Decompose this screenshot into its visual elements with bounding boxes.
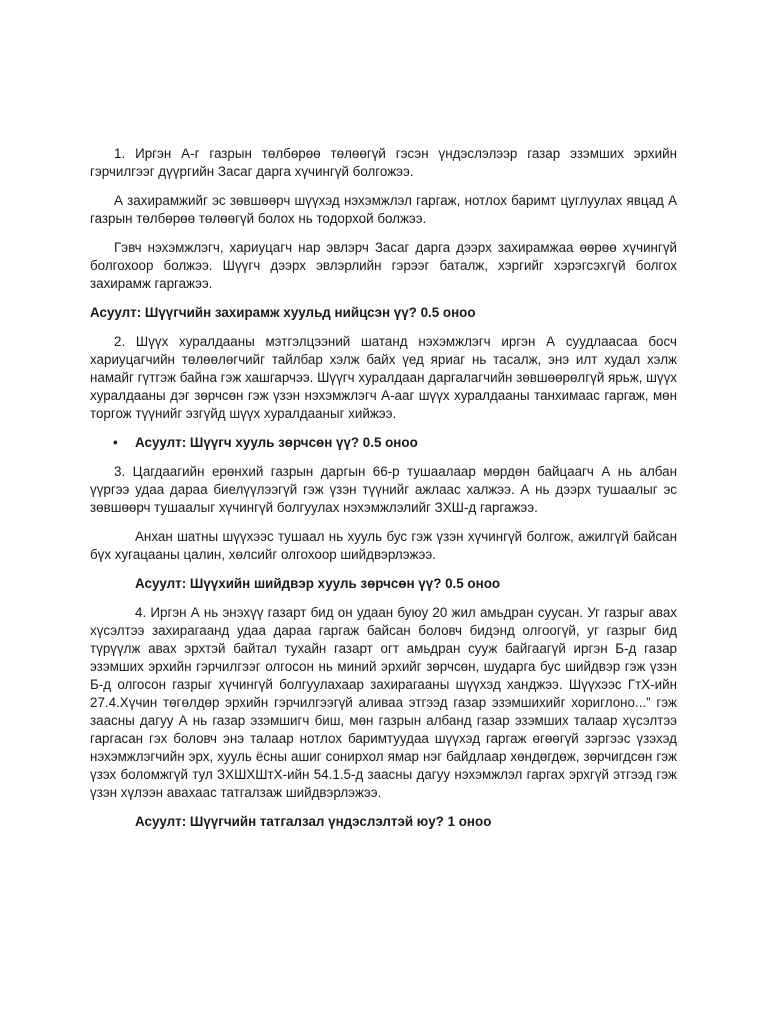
paragraph-case-2: 2. Шүүх хуралдааны мэтгэлцээний шатанд нэхэмжлэгч иргэн А суудлаасаа босч хариуцагчийн төлөөлөгчийг тайлбар хэлж байх үед яриаг нь тасалж, энэ илт худал хэлж намайг гүтгэж байна гэж хашгарчээ. Шүүгч хуралдаан даргалагчийн зөвшөөрөлгүй ярьж, шүүх хуралдааны дэг зөрчсөн гэж үзэн нэхэмжлэгч А-ааг шүүх хуралдааны танхимаас гаргаж, мөн торгож түүнийг эзгүйд шүүх хуралдааныг хийжээ. xyxy=(90,334,677,421)
paragraph-case-1-settlement: Гэвч нэхэмжлэгч, хариуцагч нар эвлэрч Засаг дарга дээрх захирамжаа өөрөө хүчингүй болгохоор болжээ. Шүүгч дээрх эвлэрлийн гэрээг баталж, хэргийг хэрэгсэхгүй болгох захирамж гаргажээ. xyxy=(90,240,677,291)
paragraph-case-1-claim: А захирамжийг эс зөвшөөрч шүүхэд нэхэмжлэл гаргаж, нотлох баримт цуглуулах явцад А газрын төлбөрөө төлөөгүй болох нь тодорхой болжээ. xyxy=(90,193,677,226)
question-2 xyxy=(90,434,677,452)
paragraph-case-4: 4. Иргэн А нь энэхүү газарт бид он удаан буюу 20 жил амьдран суусан. Уг газрыг авах хүсэлтээ захирагаанд удаа дараа гаргаж байсан боловч бидэнд олгоогүй, уг газрыг бид түрүүлж авах эрхтэй байтал тухайн газарт огт амьдран сууж байгаагүй иргэн Б-д газар эзэмших эрхийн гэрчилгээг олгосон нь миний эрхийг зөрчсөн, шударга бус шийдвэр гэж үзэн Б-д олгосон газрыг хүчингүй болгуулахаар захирагааны шүүхэд ханджээ. Шүүхээс ГтХ-ийн 27.4.Хүчин төгөлдөр эрхийн гэрчилгээгүй аливаа этгээд газар эзэмшихийг хориглоно...” гэж заасны дагуу А нь газар эзэмшигч биш, мөн газрын албанд газар эзэмших талаар хүсэлтээ гаргасан гэх боловч энэ талаар нотлох баримтуудаа шүүхэд гаргаж өгөөгүй зэргээс үзэхэд нэхэмжлэгчийн эрх, хууль ёсны ашиг сонирхол ямар нэг байдлаар хөндөгдөж, зөрчигдсөн гэж үзэх боломжгүй тул ЗХШХШтХ-ийн 54.1.5-д заасны дагуу нэхэмжлэл гаргах эрхгүй этгээд гэж үзэн хүлээн авахаас татгалзаж шийдвэрлэжээ. xyxy=(90,605,677,800)
document-page xyxy=(90,145,677,842)
paragraph-case-3: 3. Цагдаагийн ерөнхий газрын даргын 66-р тушаалаар мөрдөн байцаагч А нь албан үүргээ удаа дараа биелүүлээгүй гэж үзэн түүнийг ажлаас халжээ. А нь дээрх тушаалыг эс зөвшөөрч тушаалыг хүчингүй болгуулах нэхэмжлэлийг ЗХШ-д гаргажээ. xyxy=(90,464,677,515)
question-2-text: Асуулт: Шүүгч хууль зөрчсөн үү? 0.5 оноо xyxy=(135,435,418,450)
bullet-icon: • xyxy=(113,435,118,450)
question-4: Асуулт: Шүүгчийн татгалзал үндэслэлтэй юу? 1 оноо xyxy=(135,814,492,829)
question-3: Асуулт: Шүүхийн шийдвэр хууль зөрчсөн үү? 0.5 оноо xyxy=(135,576,501,591)
paragraph-case-3-decision: Анхан шатны шүүхээс тушаал нь хууль бус гэж үзэн хүчингүй болгож, ажилгүй байсан бүх хугацааны цалин, хөлсийг олгохоор шийдвэрлэжээ. xyxy=(90,529,677,562)
paragraph-case-1-intro: 1. Иргэн А-г газрын төлбөрөө төлөөгүй гэсэн үндэслэлээр газар эзэмших эрхийн гэрчилгээг дүүргийн Засаг дарга хүчингүй болгожээ. xyxy=(90,146,677,179)
question-1: Асуулт: Шүүгчийн захирамж хуульд нийцсэн үү? 0.5 оноо xyxy=(90,305,476,320)
